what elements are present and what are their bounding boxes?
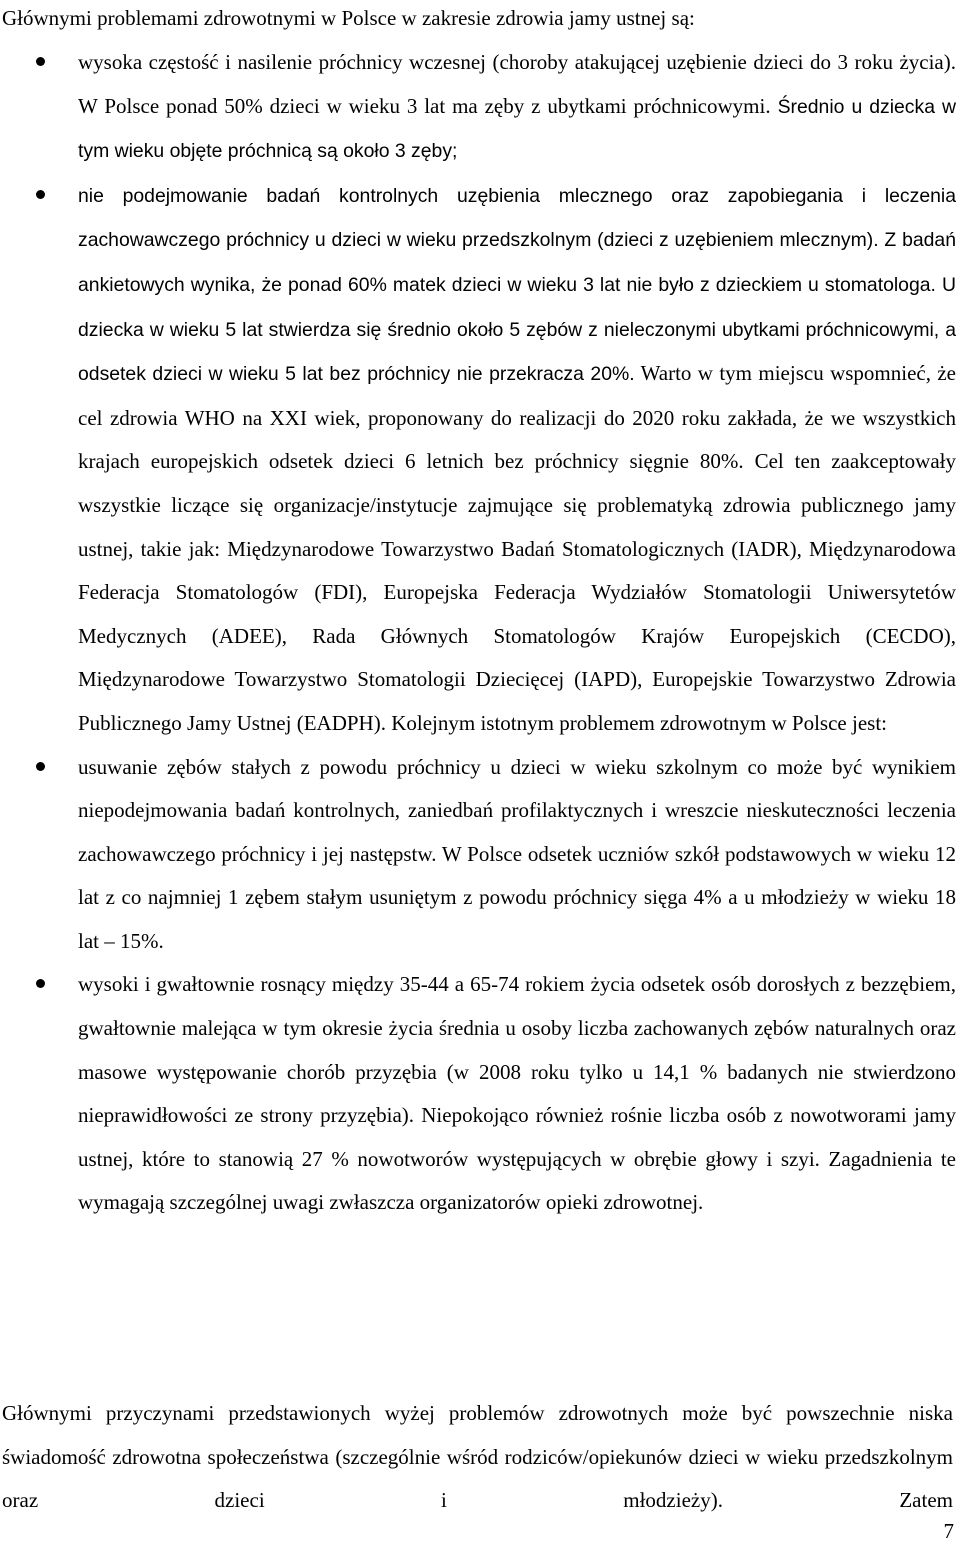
list-item bbox=[0, 41, 960, 174]
list-item bbox=[0, 174, 960, 746]
page-number: 7 bbox=[943, 1519, 954, 1543]
intro-paragraph: Głównymi problemami zdrowotnymi w Polsce w zakresie zdrowia jamy ustnej są: bbox=[2, 6, 695, 30]
list-item-text: Warto w tym miejscu wspomnieć, że cel zdrowia WHO na XXI wiek, proponowany do realizacji do 2020 roku zakłada, że we wszystkich krajach europejskich odsetek dzieci 6 letnich bez próchnicy sięgnie 80%. bbox=[78, 361, 956, 474]
list-item-text: nie podejmowanie badań kontrolnych uzębienia mlecznego oraz zapobiegania i leczenia zachowawczego próchnicy u dzieci w wieku przedszkolnym (dzieci z uzębieniem mlecznym). bbox=[78, 184, 956, 252]
bullet-icon bbox=[36, 979, 45, 988]
list-item bbox=[0, 963, 960, 1225]
problems-list bbox=[0, 41, 960, 1225]
list-item-text: wysoka częstość i nasilenie próchnicy wczesnej (choroby atakującej uzębienie dzieci do 3 roku życia). W Polsce ponad 50% dzieci w wieku 3 lat ma zęby z ubytkami próchnicowymi. bbox=[78, 50, 956, 118]
list-item bbox=[0, 746, 960, 964]
bullet-icon bbox=[36, 57, 45, 66]
bullet-icon bbox=[36, 762, 45, 771]
list-item-text: Z badań ankietowych wynika, że ponad 60% matek dzieci w wieku 3 lat nie było z dzieckiem u stomatologa. bbox=[78, 229, 956, 296]
list-item-text: U dziecka w wieku 5 lat stwierdza się średnio około 5 zębów z nieleczonymi ubytkami próchnicowymi, a odsetek dzieci w wieku 5 lat bez próchnicy nie przekracza 20%. bbox=[78, 273, 956, 386]
list-item-text: wysoki i gwałtownie rosnący między 35-44 a 65-74 rokiem życia odsetek osób dorosłych z bezzębiem, gwałtownie malejąca w tym okresie życia średnia u osoby liczba zachowanych zębów naturalnych oraz masowe występowanie chorób przyzębia (w 2008 roku tylko u 14,1 % badanych nie stwierdzono nieprawidłowości ze strony przyzębia). Niepokojąco również rośnie liczba osób z nowotworami jamy ustnej, które to stanowią 27 % nowotworów występujących w obrębie głowy i szyi. Zagadnienia te wymagają szczególnej uwagi zwłaszcza organizatorów opieki zdrowotnej. bbox=[78, 972, 956, 1215]
closing-paragraph: Głównymi przyczynami przedstawionych wyżej problemów zdrowotnych może być powszechnie niska świadomość zdrowotna społeczeństwa (szczególnie wśród rodziców/opiekunów dzieci w wieku przedszkolnym oraz dzieci i młodzieży). Zatem bbox=[2, 1401, 953, 1513]
list-item-text: usuwanie zębów stałych z powodu próchnicy u dzieci w wieku szkolnym co może być wynikiem niepodejmowania badań kontrolnych, zaniedbań profilaktycznych i wreszcie nieskuteczności leczenia zachowawczego próchnicy i jej następstw. W Polsce odsetek uczniów szkół podstawowych w wieku 12 lat z co najmniej 1 zębem stałym usuniętym z powodu próchnicy sięga 4% a u młodzieży w wieku 18 lat – 15%. bbox=[78, 754, 956, 953]
bullet-icon bbox=[36, 190, 45, 199]
list-item-text: Cel ten zaakceptowały wszystkie liczące się organizacje/instytucje zajmujące się problematyką zdrowia publicznego jamy ustnej, takie jak: Międzynarodowe Towarzystwo Badań Stomatologicznych (IADR), Międzynarodowa Federacja Stomatologów (FDI), Europejska Federacja Wydziałów Stomatologii Uniwersytetów Medycznych (ADEE), Rada Głównych Stomatologów Krajów Europejskich (CECDO), Międzynarodowe Towarzystwo Stomatologii Dziecięcej (IAPD), Europejskie Towarzystwo Zdrowia Publicznego Jamy Ustnej (EADPH). Kolejnym istotnym problemem zdrowotnym w Polsce jest: bbox=[78, 449, 956, 735]
list-item-text: Średnio u dziecka w tym wieku objęte próchnicą są około 3 zęby; bbox=[78, 95, 957, 163]
